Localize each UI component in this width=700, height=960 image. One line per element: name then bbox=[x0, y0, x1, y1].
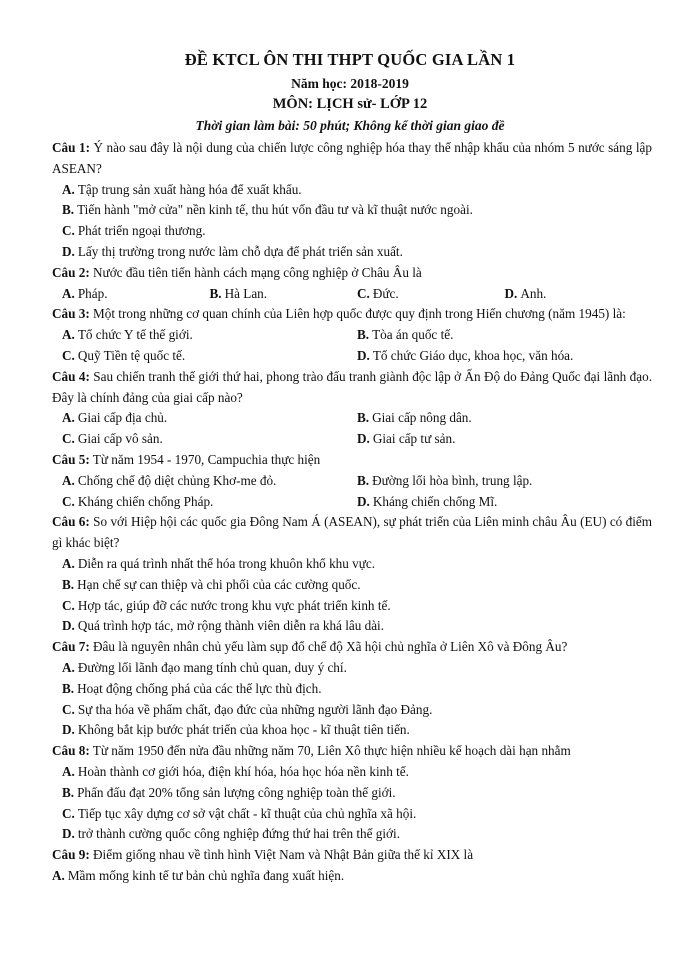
option-text: Không bắt kịp bước phát triển của khoa học - kĩ thuật tiên tiến. bbox=[77, 722, 410, 738]
option-key: C. bbox=[62, 597, 75, 613]
option-6d bbox=[52, 616, 652, 637]
option-8b bbox=[52, 783, 652, 804]
option-5b bbox=[357, 471, 652, 492]
option-text: Kháng chiến chống Pháp. bbox=[77, 493, 214, 509]
option-text: Mầm mống kinh tế tư bản chủ nghĩa đang xuất hiện. bbox=[67, 867, 345, 883]
option-4a bbox=[62, 408, 357, 429]
option-key: A. bbox=[62, 659, 75, 675]
question-label: Câu 1: bbox=[52, 140, 90, 155]
question-9 bbox=[52, 845, 652, 866]
option-key: B. bbox=[62, 202, 75, 218]
option-6b bbox=[52, 575, 652, 596]
option-text: Phát triển ngoại thương. bbox=[77, 223, 206, 239]
option-key: C. bbox=[62, 701, 75, 717]
option-4c bbox=[62, 429, 357, 450]
option-7c bbox=[52, 700, 652, 721]
question-1 bbox=[52, 138, 652, 180]
question-8 bbox=[52, 741, 652, 762]
question-text: Nước đầu tiên tiến hành cách mạng công nghiệp ở Châu Âu là bbox=[93, 264, 422, 280]
option-2b bbox=[210, 284, 358, 305]
question-text: Đâu là nguyên nhân chủ yếu làm sụp đổ chế độ Xã hội chủ nghĩa ở Liên Xô và Đông Âu? bbox=[93, 639, 568, 655]
option-key: D. bbox=[504, 285, 518, 301]
option-text: Hà Lan. bbox=[224, 285, 268, 301]
question-4 bbox=[52, 367, 652, 409]
option-text: Tổ chức Giáo dục, khoa học, văn hóa. bbox=[372, 347, 574, 363]
question-3 bbox=[52, 304, 652, 325]
option-text: Hạn chế sự can thiệp và chi phối của các cường quốc. bbox=[77, 576, 361, 592]
option-2d bbox=[505, 284, 653, 305]
option-7b bbox=[52, 679, 652, 700]
option-key: D. bbox=[357, 347, 370, 363]
option-key: B. bbox=[62, 784, 75, 800]
option-key: B. bbox=[209, 285, 222, 301]
option-key: A. bbox=[62, 763, 75, 779]
option-key: C. bbox=[357, 285, 370, 301]
option-text: Đức. bbox=[372, 285, 399, 301]
option-text: Đường lối hòa bình, trung lập. bbox=[372, 472, 533, 488]
option-text: Giai cấp tư sản. bbox=[372, 431, 456, 447]
option-text: Sự tha hóa về phẩm chất, đạo đức của những người lãnh đạo Đảng. bbox=[77, 701, 433, 717]
option-text: Kháng chiến chống Mĩ. bbox=[372, 493, 498, 509]
option-key: A. bbox=[62, 181, 75, 197]
option-text: Tòa án quốc tế. bbox=[372, 327, 454, 343]
question-label: Câu 4: bbox=[52, 368, 90, 384]
option-text: Giai cấp nông dân. bbox=[372, 410, 472, 426]
option-3a bbox=[62, 325, 357, 346]
question-5 bbox=[52, 450, 652, 471]
option-text: Hoàn thành cơ giới hóa, điện khí hóa, hóa học hóa nền kinh tế. bbox=[77, 763, 409, 779]
option-row-2 bbox=[52, 284, 652, 305]
option-1d bbox=[52, 242, 652, 263]
question-text: Điểm giống nhau về tình hình Việt Nam và Nhật Bản giữa thế kỉ XIX là bbox=[93, 847, 474, 863]
option-text: Hợp tác, giúp đỡ các nước trong khu vực phát triển kinh tế. bbox=[77, 597, 391, 613]
option-key: D. bbox=[62, 618, 75, 634]
subject-line: MÔN: LỊCH sử- LỚP 12 bbox=[272, 96, 428, 112]
option-key: A. bbox=[62, 472, 75, 488]
option-2a bbox=[62, 284, 210, 305]
option-3c bbox=[62, 346, 357, 367]
option-key: C. bbox=[62, 805, 75, 821]
option-7d bbox=[52, 720, 652, 741]
question-text: Một trong những cơ quan chính của Liên hợp quốc được quy định trong Hiến chương (năm 1945) là: bbox=[93, 306, 626, 322]
option-key: D. bbox=[62, 722, 75, 738]
question-text: Từ năm 1950 đến nửa đầu những năm 70, Liên Xô thực hiện nhiều kế hoạch dài hạn nhằm bbox=[92, 743, 571, 759]
option-2c bbox=[357, 284, 505, 305]
question-list bbox=[52, 138, 652, 887]
question-label: Câu 6: bbox=[52, 514, 90, 530]
exam-title: ĐỀ KTCL ÔN THI THPT QUỐC GIA LẦN 1 bbox=[184, 50, 516, 69]
option-key: D. bbox=[62, 243, 75, 259]
question-text: Từ năm 1954 - 1970, Campuchia thực hiện bbox=[92, 451, 321, 467]
option-6c bbox=[52, 596, 652, 617]
option-row-4a bbox=[52, 408, 652, 429]
option-row-5b bbox=[52, 492, 652, 513]
question-label: Câu 2: bbox=[52, 264, 90, 280]
option-text: trở thành cường quốc công nghiệp đứng thứ hai trên thế giới. bbox=[77, 826, 400, 842]
option-6a bbox=[52, 554, 652, 575]
option-row-3a bbox=[52, 325, 652, 346]
option-key: B. bbox=[357, 410, 370, 426]
option-5c bbox=[62, 492, 357, 513]
option-4d bbox=[357, 429, 652, 450]
option-key: B. bbox=[62, 576, 75, 592]
time-note: Thời gian làm bài: 50 phút; Không kể thời gian giao đề bbox=[195, 118, 505, 133]
option-key: A. bbox=[62, 410, 75, 426]
option-key: B. bbox=[357, 472, 370, 488]
option-key: C. bbox=[62, 493, 75, 509]
option-8d bbox=[52, 824, 652, 845]
option-text: Quá trình hợp tác, mở rộng thành viên diễn ra khá lâu dài. bbox=[77, 618, 385, 634]
option-key: D. bbox=[62, 826, 75, 842]
option-text: Diễn ra quá trình nhất thể hóa trong khuôn khổ khu vực. bbox=[77, 555, 376, 571]
question-label: Câu 5: bbox=[52, 451, 90, 467]
question-label: Câu 3: bbox=[52, 306, 90, 322]
school-year: Năm học: 2018-2019 bbox=[291, 76, 409, 91]
option-3b bbox=[357, 325, 652, 346]
option-8c bbox=[52, 804, 652, 825]
option-text: Lấy thị trường trong nước làm chỗ dựa để phát triển sản xuất. bbox=[77, 243, 403, 259]
option-text: Tiến hành "mở cửa" nền kinh tế, thu hút vốn đầu tư và kĩ thuật nước ngoài. bbox=[77, 202, 473, 218]
option-text: Pháp. bbox=[77, 285, 108, 301]
option-text: Anh. bbox=[520, 285, 547, 301]
option-key: D. bbox=[357, 493, 370, 509]
option-row-4b bbox=[52, 429, 652, 450]
option-text: Tập trung sản xuất hàng hóa để xuất khẩu. bbox=[77, 181, 302, 197]
option-key: C. bbox=[62, 223, 75, 239]
option-text: Phấn đấu đạt 20% tổng sản lượng công nghiệp toàn thế giới. bbox=[77, 784, 396, 800]
option-key: A. bbox=[62, 285, 75, 301]
option-5d bbox=[357, 492, 652, 513]
option-key: A. bbox=[62, 555, 75, 571]
option-key: C. bbox=[62, 431, 75, 447]
option-5a bbox=[62, 471, 357, 492]
option-1c bbox=[52, 221, 652, 242]
option-1a bbox=[52, 180, 652, 201]
option-4b bbox=[357, 408, 652, 429]
option-text: Chống chế độ diệt chủng Khơ-me đỏ. bbox=[77, 472, 277, 488]
option-text: Giai cấp vô sản. bbox=[77, 431, 163, 447]
question-6 bbox=[52, 512, 652, 554]
option-8a bbox=[52, 762, 652, 783]
option-text: Tổ chức Y tế thế giới. bbox=[77, 327, 193, 343]
option-7a bbox=[52, 658, 652, 679]
option-1b bbox=[52, 200, 652, 221]
option-key: C. bbox=[62, 347, 75, 363]
option-key: B. bbox=[357, 327, 370, 343]
question-7 bbox=[52, 637, 652, 658]
option-text: Quỹ Tiền tệ quốc tế. bbox=[77, 347, 186, 363]
option-9a bbox=[52, 866, 652, 887]
option-text: Đường lối lãnh đạo mang tính chủ quan, duy ý chí. bbox=[77, 659, 347, 675]
question-text: Ý nào sau đây là nội dung của chiến lược công nghiệp hóa thay thế nhập khẩu của nhóm 5 nước sáng lập ASEAN? bbox=[52, 140, 652, 176]
question-2 bbox=[52, 263, 652, 284]
option-3d bbox=[357, 346, 652, 367]
option-key: A. bbox=[62, 327, 75, 343]
question-text: Sau chiến tranh thế giới thứ hai, phong trào đấu tranh giành độc lập ở Ấn Độ do Đảng Quốc đại lãnh đạo. Đây là chính đảng của giai cấp nào? bbox=[52, 368, 653, 405]
option-key: A. bbox=[52, 867, 65, 883]
question-label: Câu 8: bbox=[52, 743, 90, 759]
option-key: B. bbox=[62, 680, 75, 696]
question-label: Câu 9: bbox=[52, 847, 90, 863]
option-text: Giai cấp địa chủ. bbox=[77, 410, 168, 426]
question-label: Câu 7: bbox=[52, 639, 90, 655]
option-text: Tiếp tục xây dựng cơ sở vật chất - kĩ thuật của chủ nghĩa xã hội. bbox=[77, 805, 417, 821]
option-row-5a bbox=[52, 471, 652, 492]
option-text: Hoạt động chống phá của các thế lực thù địch. bbox=[77, 680, 322, 696]
option-row-3b bbox=[52, 346, 652, 367]
option-key: D. bbox=[357, 431, 370, 447]
question-text: So với Hiệp hội các quốc gia Đông Nam Á (ASEAN), sự phát triển của Liên minh châu Âu (EU) có điểm gì khác biệt? bbox=[52, 514, 653, 551]
